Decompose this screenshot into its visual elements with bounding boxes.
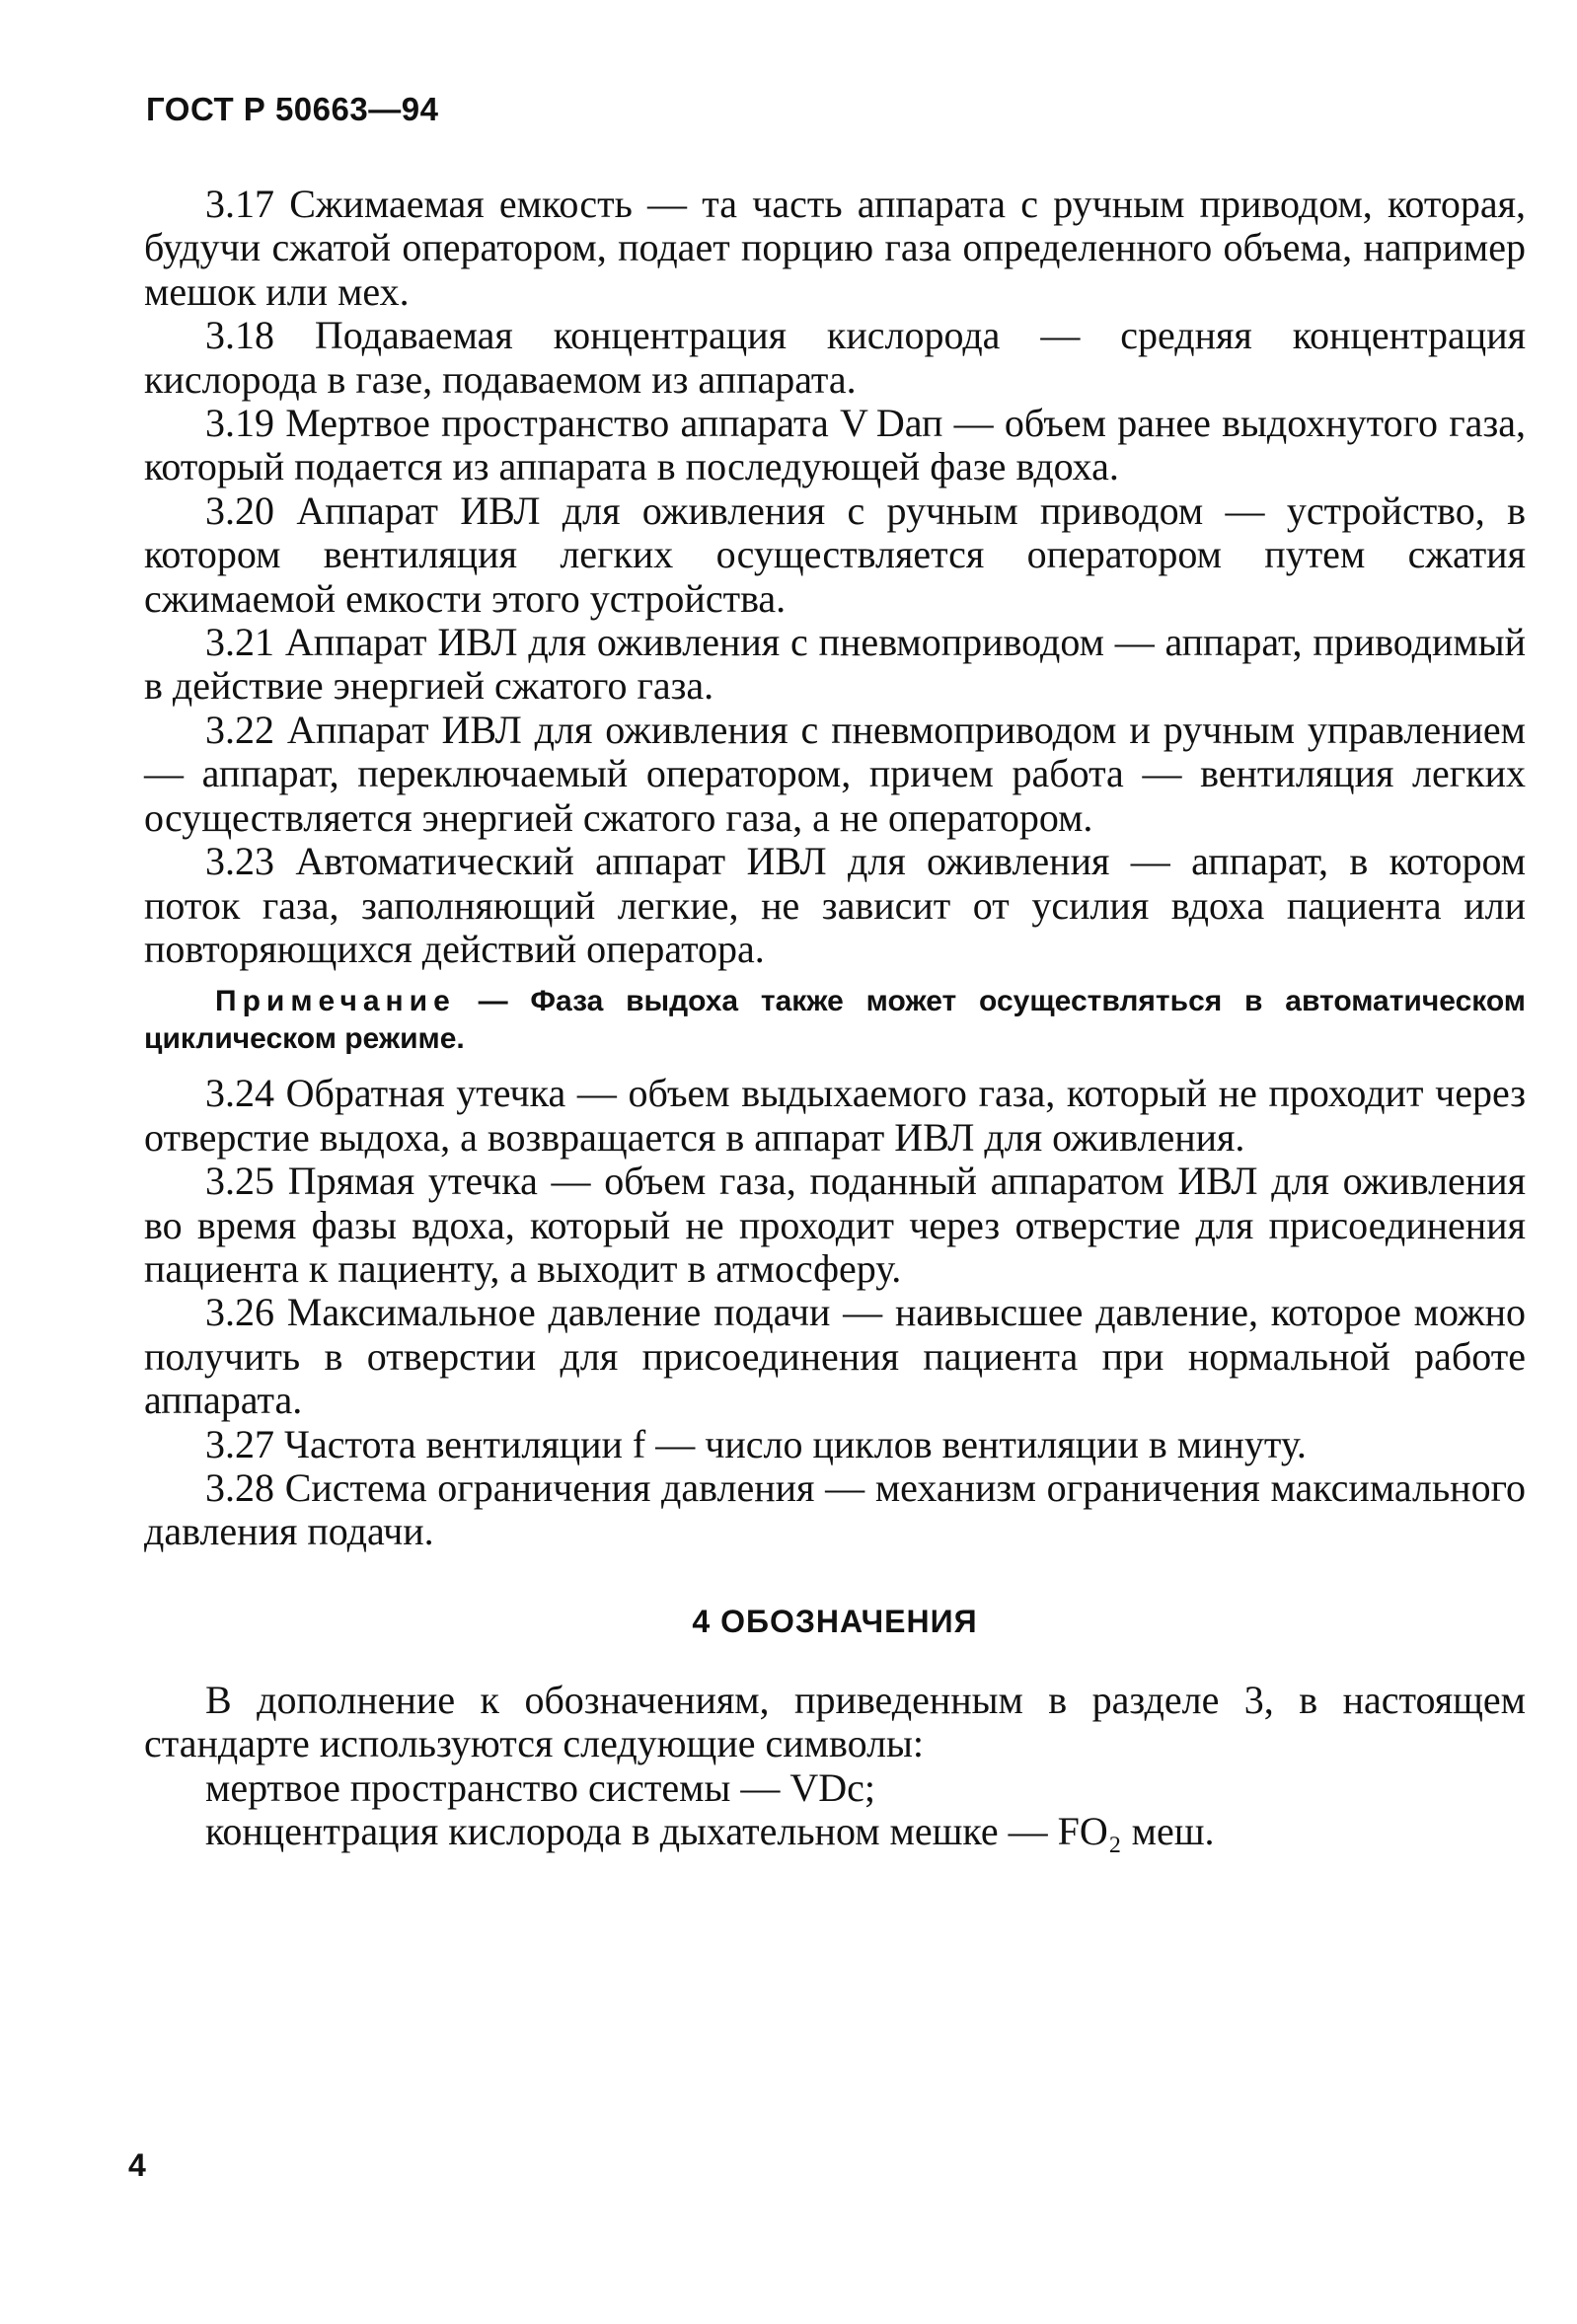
clause-3-19: 3.19 Мертвое пространство аппарата V Dап — объем ранее выдохнутого газа, который подается из аппарата в последующей фазе вдоха. [144, 401, 1526, 489]
page-number: 4 [128, 2147, 146, 2183]
note-text: — Фаза выдоха также может осуществляться в автоматическом циклическом режиме. [144, 985, 1526, 1056]
note-label: Примечание [215, 985, 456, 1018]
note [144, 983, 1526, 1058]
symbol-line: мертвое пространство системы — VDc; [205, 1764, 875, 1810]
section-title: 4 ОБОЗНАЧЕНИЯ [692, 1603, 978, 1639]
clause-3-22: 3.22 Аппарат ИВЛ для оживления с пневмоприводом и ручным управлением — аппарат, переключаемый оператором, причем работа — вентиляция легких осуществляется энергией сжатого газа, а не оператором. [144, 707, 1526, 840]
clause-3-20: 3.20 Аппарат ИВЛ для оживления с ручным приводом — устройство, в котором вентиляция легких осуществляется оператором путем сжатия сжимаемой емкости этого устройства. [144, 487, 1526, 621]
clause-3-26: 3.26 Максимальное давление подачи — наивысшее давление, которое можно получить в отверстии для присоединения пациента при нормальной работе аппарата. [144, 1290, 1526, 1423]
clause-3-23: 3.23 Автоматический аппарат ИВЛ для оживления — аппарат, в котором поток газа, заполняющий легкие, не зависит от усилия вдоха пациента или повторяющихся действий оператора. [144, 839, 1526, 971]
clause-3-21: 3.21 Аппарат ИВЛ для оживления с пневмоприводом — аппарат, приводимый в действие энергией сжатого газа. [144, 620, 1526, 709]
clause-3-24: 3.24 Обратная утечка — объем выдыхаемого газа, который не проходит через отверстие выдоха, а возвращается в аппарат ИВЛ для оживления. [144, 1071, 1526, 1160]
clause-3-17: 3.17 Сжимаемая емкость — та часть аппарата с ручным приводом, которая, будучи сжатой оператором, подает порцию газа определенного объема, например мешок или мех. [144, 182, 1526, 314]
clause-3-25: 3.25 Прямая утечка — объем газа, поданный аппаратом ИВЛ для оживления во время фазы вдоха, который не проходит через отверстие для присоединения пациента к пациенту, а выходит в атмосферу. [144, 1159, 1526, 1291]
clause-3-27: 3.27 Частота вентиляции f — число циклов вентиляции в минуту. [205, 1421, 1307, 1466]
document-header: ГОСТ Р 50663—94 [146, 91, 439, 127]
symbol-line: концентрация кислорода в дыхательном мешке — FO₂ меш. [205, 1809, 1215, 1853]
body-text [144, 183, 1526, 1853]
section-intro: В дополнение к обозначениям, приведенным в разделе 3, в настоящем стандарте используются следующие символы: [144, 1677, 1526, 1766]
clause-3-28: 3.28 Система ограничения давления — механизм ограничения максимального давления подачи. [144, 1464, 1526, 1554]
clause-3-18: 3.18 Подаваемая концентрация кислорода — средняя концентрация кислорода в газе, подаваемом из аппарата. [144, 313, 1526, 402]
